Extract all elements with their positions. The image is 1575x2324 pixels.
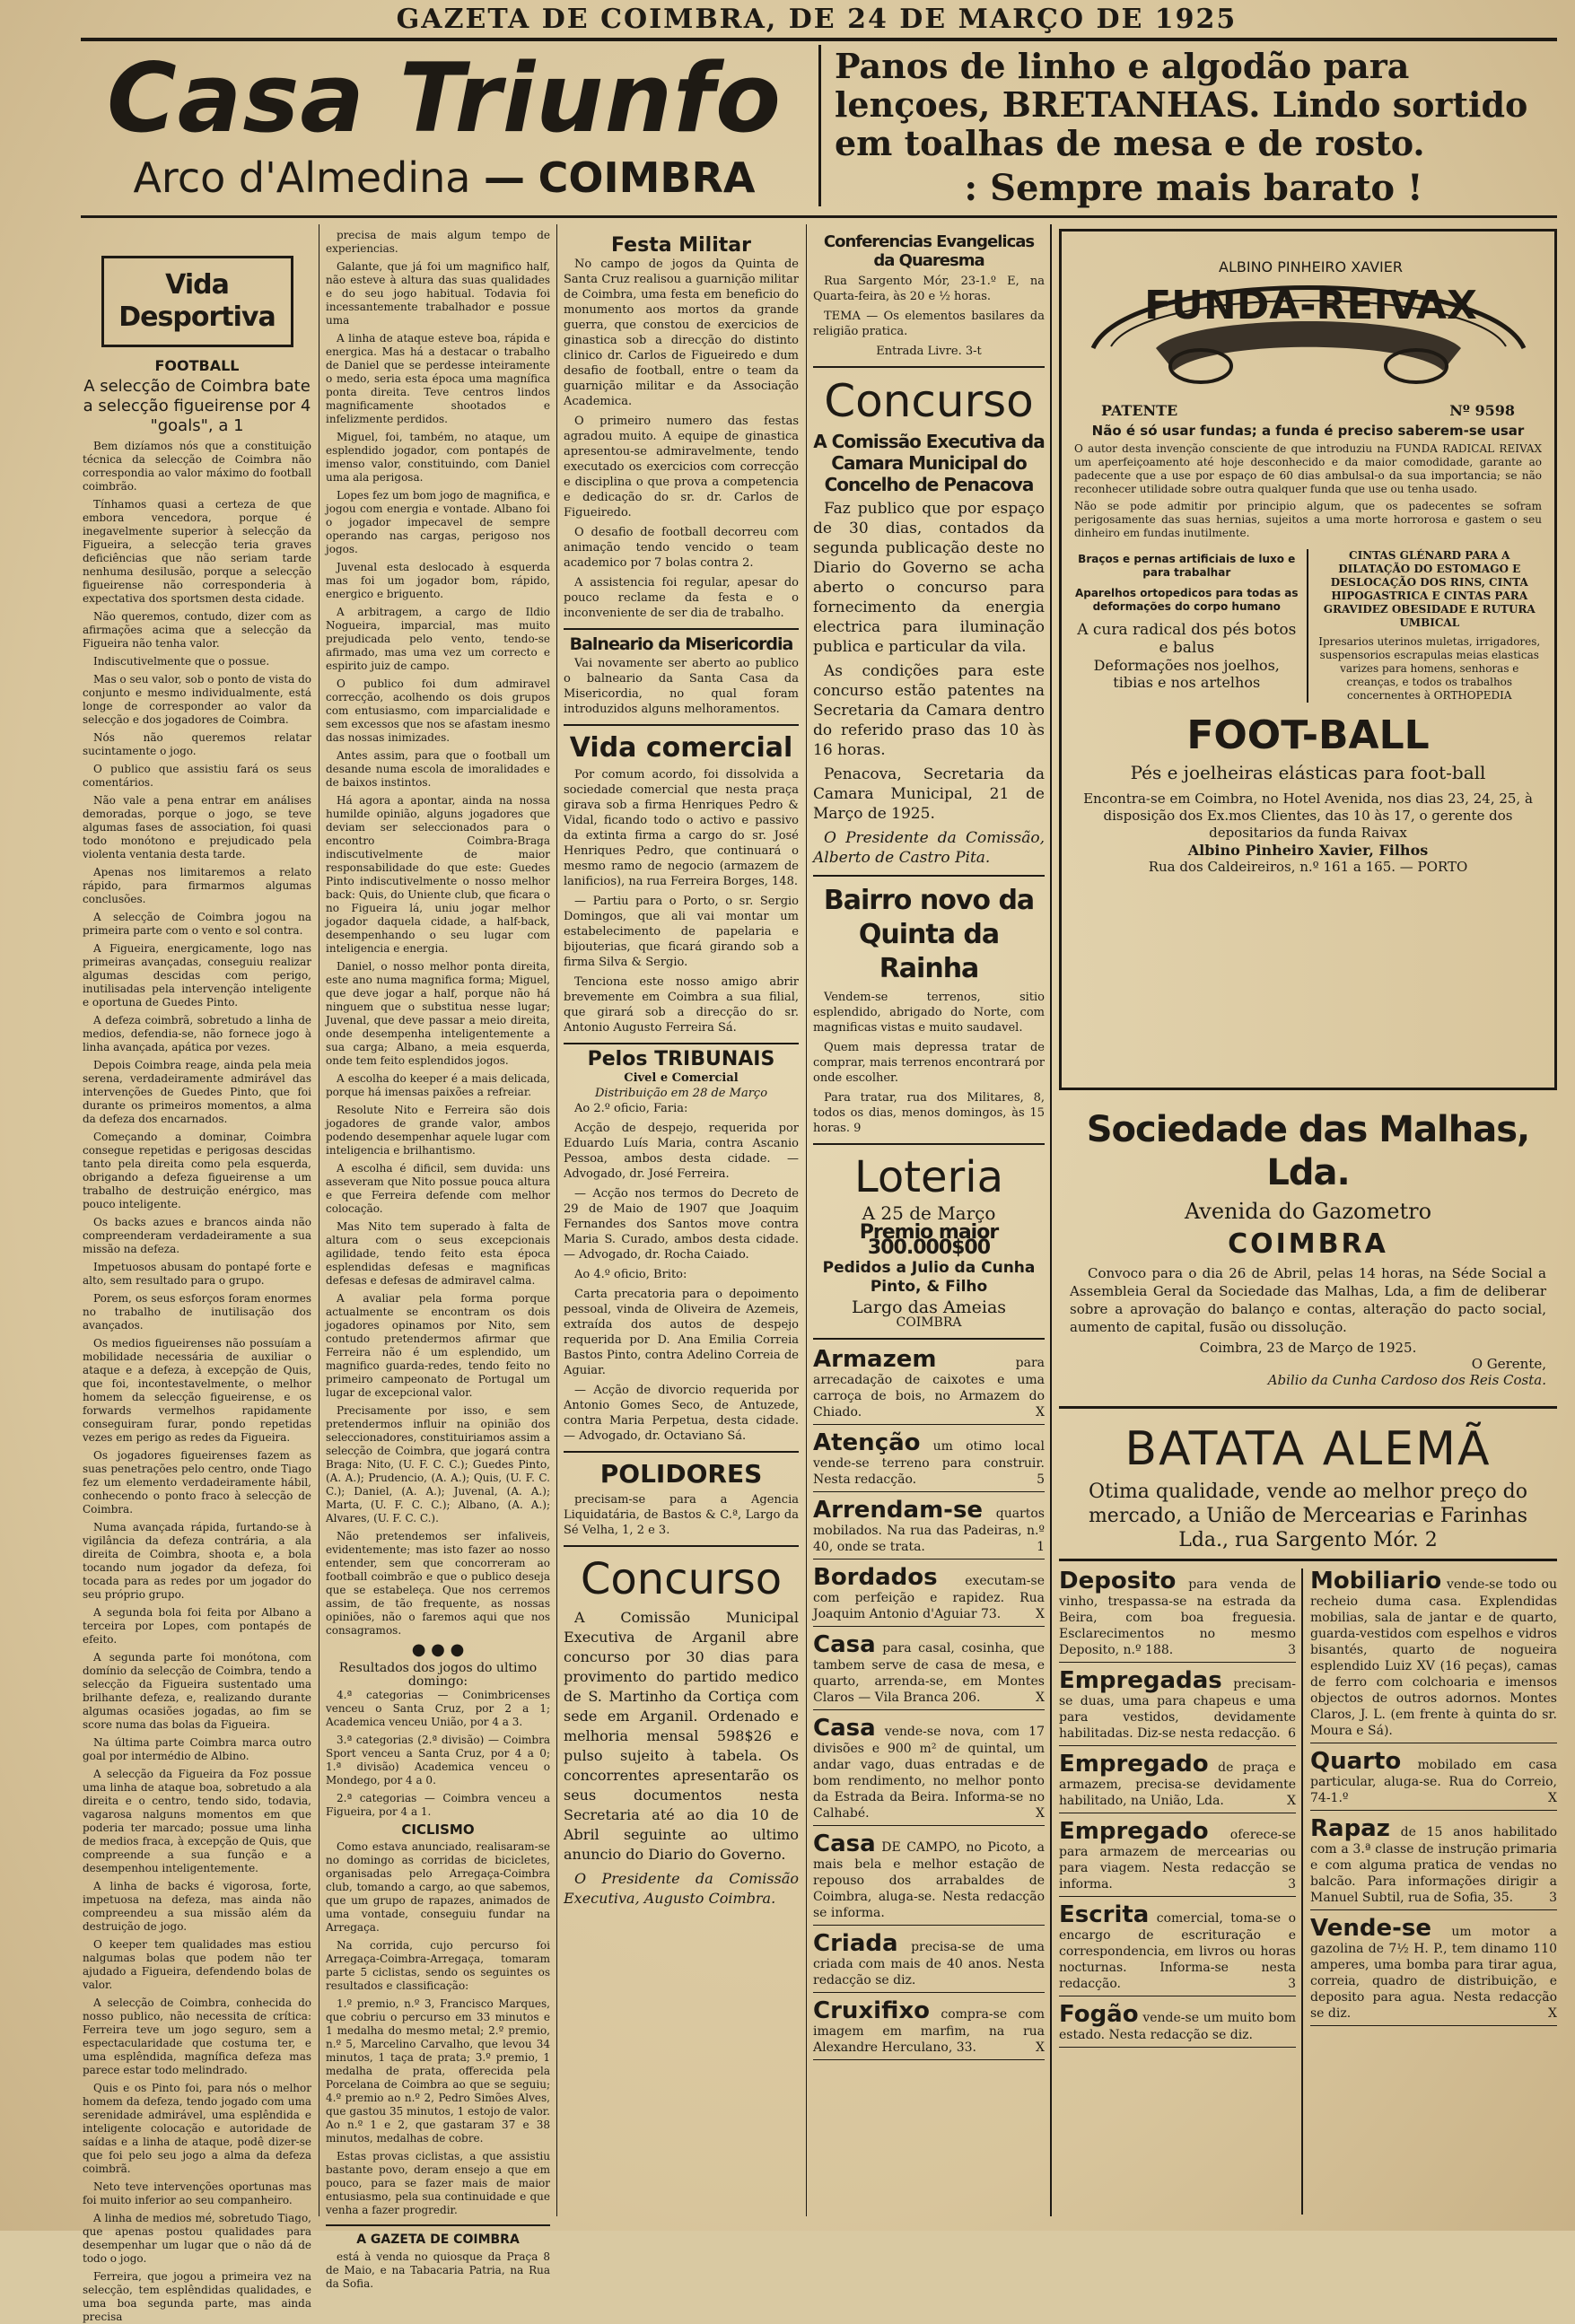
- classified-text: comercial, toma-se o encargo de escrituração e correspondencia, em livros ou horas nocturnas. Informa-se nesta redacção.: [1059, 1911, 1296, 1991]
- patent-row: [1074, 402, 1542, 419]
- notice-head: A GAZETA DE COIMBRA: [356, 2232, 520, 2247]
- column-3-news: [564, 229, 799, 2216]
- article-paragraph: Indiscutivelmente que o possue.: [93, 655, 270, 668]
- vida-article: [564, 767, 799, 1035]
- conf-ref: 3-t: [965, 345, 982, 358]
- batata-ad: [1059, 1413, 1557, 1561]
- classified-ad: [813, 1716, 1045, 1826]
- article-paragraph: A segunda parte foi monótona, com domínio da selecção de Coimbra, tendo a selecção da Figueira sustentado uma brilhante defeza, e, realizando durante algumas ocasiões jogadas, ao fim se score numa das bolas da Figueira.: [83, 1651, 311, 1731]
- classified-ref: X: [1036, 1405, 1045, 1420]
- classified-keyword: Empregado: [1059, 1818, 1209, 1845]
- funda-body2: Não se pode admitir por principio algum, que os padecentes se sofram perigosamente das suas hernias, sujeitos a uma morte horrorosa e gastem o seu dinheiro em fundas inutilmente.: [1074, 500, 1542, 539]
- malhas-date: Coimbra, 23 de Março de 1925.: [1199, 1340, 1417, 1356]
- article-paragraph: Depois Coimbra reage, ainda pela meia serena, verdadeiramente admirável das intervenções de Guedes Pinto, que foi durante os primeiros momentos, a alma da defeza dos encarnados.: [83, 1059, 311, 1125]
- conf-free: [813, 344, 1045, 359]
- classified-keyword: Armazem: [813, 1346, 937, 1373]
- rule-i: [813, 1338, 1045, 1340]
- results-list: [326, 1689, 550, 1819]
- article-paragraph: A linha de ataque esteve boa, rápida e energica. Mas há a destacar o trabalho de Daniel que se perdesse inteiramente o medo, seria esta época uma magnífica ponta direita. Teve centros lindos magnificamente shootados e infelizmente perdidos.: [326, 332, 550, 425]
- classified-ad: [813, 1998, 1045, 2060]
- article-paragraph: Porem, os seus esforços foram enormes no trabalho de inutilisação dos avançados.: [83, 1292, 311, 1332]
- classified-ad: [813, 1565, 1045, 1627]
- football-article-continued: [326, 229, 550, 1638]
- brand-name: Casa Triunfo: [107, 43, 782, 153]
- batata-title: BATATA ALEMÃ: [1124, 1422, 1492, 1476]
- article-paragraph: A linha de medios mé, sobretudo Tiago, que apenas postou qualidades para desempenhar um lugar que o não dá de todo o jogo.: [83, 2212, 311, 2265]
- rule-a: [564, 628, 799, 630]
- classified-ad: [1059, 1902, 1296, 1996]
- article-paragraph: A defeza coimbrã, sobretudo a linha de medios, defendia-se, não fornece jogo à linha avançada, apática por vezes.: [83, 1014, 311, 1053]
- column-4-notices: [813, 229, 1045, 2216]
- classified-keyword: Escrita: [1059, 1901, 1150, 1928]
- patent-label: PATENTE: [1101, 402, 1178, 419]
- classified-text: um motor a gazolina de 7½ H. P., tem dinamo 110 amperes, uma bomba para tirar agua, correia, quadro de distribuição, e deposito para agua. Nesta redacção se diz.: [1310, 1925, 1558, 2021]
- classified-ad: [813, 1347, 1045, 1425]
- vida-paragraph: — Partiu para o Porto, o sr. Sergio Domingos, que ali vai montar um estabelecimento de papelaria e bijouterias, que ficará girando sob a firma Silva & Sergio.: [564, 895, 799, 969]
- tribunal-item: — Acção nos termos do Decreto de 29 de Maio de 1907 que Joaquim Fernandes dos Santos move contra Maria S. Curado, ambos desta cidade. — Advogado, dr. Rocha Caiado.: [564, 1187, 799, 1262]
- cycling-paragraph: Na corrida, cujo percurso foi Arregaça-Coimbra-Arregaça, tomaram parte 5 ciclistas, sendo os seguintes os resultados e classificação:: [326, 1939, 550, 1992]
- brand-place-b: COIMBRA: [538, 153, 756, 202]
- classified-ref: X: [1036, 2040, 1045, 2055]
- funda-left-title: Braços e pernas artificiais de luxo e para trabalhar: [1078, 553, 1296, 579]
- loteria-who: Pedidos a Julio da Cunha Pinto, & Filho: [822, 1259, 1036, 1296]
- notice-body: está à venda no quiosque da Praça 8 de Maio, e na Tabacaria Patria, na Rua da Sofia.: [326, 2250, 550, 2290]
- malhas-addr: Avenida do Gazometro: [1184, 1199, 1432, 1224]
- loteria-addr: Largo das Ameias: [851, 1297, 1007, 1317]
- funda-left: [1074, 549, 1308, 703]
- article-paragraph: Mas o seu valor, sob o ponto de vista do conjunto e mesmo individualmente, está longe de corresponder ao valor da selecção e dos jogadores de Coimbra.: [83, 673, 311, 726]
- result-item: 3.ª categorias (2.ª divisão) — Coimbra Sport venceu a Santa Cruz, por 4 a 0; 1.ª divisão) Academica venceu o Mondego, por 4 a 0.: [326, 1734, 550, 1787]
- football-kicker: FOOTBALL: [154, 357, 240, 374]
- classified-keyword: Quarto: [1310, 1748, 1402, 1775]
- funda-right-small: Ipresarios uterinos muletas, irrigadores, suspensorios escrapulas meias elasticas varizes para homens, senhoras e creanças, e todos os trabalhos concernentes à ORTHOPEDIA: [1318, 635, 1541, 702]
- article-paragraph: Não queremos, contudo, dizer com as afirmações acima que a selecção da Figueira não tenha valor.: [83, 610, 311, 650]
- malhas-title: Sociedade das Malhas, Lda.: [1086, 1109, 1530, 1193]
- bairro-body2: Quem mais depressa tratar de comprar, mais terrenos encontrará por onde escolher.: [813, 1041, 1045, 1085]
- classified-keyword: Cruxifixo: [813, 1997, 930, 2024]
- classified-ref: 6: [1288, 1726, 1296, 1741]
- classified-text: para arrecadação de caixotes e uma carroça de bois, no Armazem do Chiado.: [813, 1356, 1045, 1420]
- classifieds-c-column: [1310, 1568, 1557, 2215]
- tribunal-item: Ao 2.º oficio, Faria:: [574, 1102, 688, 1115]
- funda-brand: FUNDA-REIVAX: [1144, 283, 1477, 328]
- balneario-body: Vai novamente ser aberto ao publico o balneario da Santa Casa da Misericordia, no qual foram introduzidos alguns melhoramentos.: [564, 657, 799, 716]
- rule-g: [813, 875, 1045, 877]
- classified-ad: [1059, 1752, 1296, 1813]
- football-ad-head: FOOT-BALL: [1186, 712, 1430, 758]
- article-paragraph: A Figueira, energicamente, logo nas primeiras avançadas, conseguiu realizar algumas descidas com perigo, inutilisadas pela intervenção inteligente e oportuna de Guedes Pinto.: [83, 942, 311, 1009]
- article-paragraph: A arbitragem, a cargo de Ildio Nogueira, imparcial, mas muito prejudicada pelo vento, tendo-se afirmado, mas uma vez um correcto e espirito juiz de campo.: [326, 606, 550, 672]
- masthead-rule: [81, 215, 1557, 218]
- brand-place-a: Arco d'Almedina: [133, 153, 471, 202]
- article-paragraph: Galante, que já foi um magnifico half, não esteve à altura das suas qualidades e do seu jogo habitual. Todavia foi incessantemente trabalhador e possue uma: [326, 260, 550, 327]
- balneario-head: Balneario da Misericordia: [569, 634, 793, 654]
- classified-keyword: Casa: [813, 1631, 876, 1658]
- batata-body: Otima qualidade, vende ao melhor preço do mercado, a União de Mercearias e Farinhas Lda., rua Sargento Mór.: [1088, 1481, 1528, 1551]
- conf-tema: TEMA — Os elementos basilares da religião pratica.: [813, 310, 1045, 338]
- loteria-head: Loteria: [853, 1152, 1004, 1202]
- concurso-penacova-sub: A Comissão Executiva da Camara Municipal do Concelho de Penacova: [813, 431, 1045, 495]
- classified-text: de praça e armazem, precisa-se devidamente habilitado, na União, Lda.: [1059, 1760, 1297, 1808]
- classified-keyword: Bordados: [813, 1564, 938, 1591]
- article-paragraph: Lopes fez um bom jogo de magnifica, e jogou com energia e vontade. Albano foi o jogador impecavel de sempre operando nas cargas, perigoso nos jogos.: [326, 489, 550, 555]
- funda-maker: ALBINO PINHEIRO XAVIER: [1219, 258, 1403, 275]
- masthead-divider: [818, 45, 821, 206]
- promo-tagline: : Sempre mais barato !: [964, 167, 1423, 209]
- classified-text: mobilado em casa particular, aluga-se. Rua do Correio, 74-1.º: [1310, 1758, 1557, 1805]
- festa-paragraph: A assistencia foi regular, apesar do pouco reclame da festa e o inconveniente de ser dia de trabalho.: [564, 576, 799, 620]
- tribunal-item: Carta precatoria para o depoimento pessoal, vinda de Oliveira de Azemeis, extraída dos autos de despejo requerida por D. Ana Emilia Correia Bastos Pinto, contra Adelino Correia de Aguiar.: [564, 1288, 799, 1377]
- classifieds-b: [1059, 1568, 1296, 2048]
- football-ad-sub: Pés e joelheiras elásticas para foot-ball: [1130, 762, 1486, 783]
- classified-ad: [1059, 1568, 1296, 1663]
- classified-ref: 3: [1288, 1877, 1296, 1892]
- football-headline: A selecção de Coimbra bate a selecção figueirense por 4 "goals", a 1: [83, 377, 311, 435]
- promo-text: Panos de linho e algodão para lençoes, BRETANHAS. Lindo sortido em toalhas de mesa e de rosto.: [835, 46, 1528, 163]
- conf-head: Conferencias Evangelicas da Quaresma: [823, 232, 1035, 270]
- brand-dash: —: [484, 153, 526, 202]
- classified-ad: [1310, 1568, 1557, 1743]
- article-paragraph: A selecção de Coimbra jogou na primeira parte com o vento e sol contra.: [83, 911, 311, 937]
- classified-text: vende-se todo ou recheio duma casa. Explendidas mobilias, sala de jantar e de quarto, guarda-vestidos com espelhos e vidros bisantés, quarto de nogueira esplendido Luiz XV (16 peças), camas de ferro com colchoaria e imensos objectos de outros adornos. Montes Claros, J. L. (em frente à quinta do sr. Moura e Sá).: [1310, 1577, 1558, 1738]
- conf-body: Rua Sargento Mór, 23-1.º E, na Quarta-feira, às 20 e ½ horas.: [813, 275, 1045, 303]
- bairro-head: Bairro novo da Quinta da Rainha: [823, 885, 1035, 984]
- classified-ad: [813, 1831, 1045, 1926]
- patent-no: Nº 9598: [1449, 402, 1515, 419]
- classified-text: precisam-se duas, uma para chapeus e uma para vestidos, devidamente habilitadas. Diz-se nesta redacção.: [1059, 1677, 1296, 1741]
- article-paragraph: Começando a dominar, Coimbra consegue repetidas e perigosas descidas tanto pela direita como pela esquerda, obrigando a defeza figueirense a um trabalho de destruição enérgico, mas pouco inteligente.: [83, 1131, 311, 1210]
- classified-keyword: Deposito: [1059, 1568, 1177, 1594]
- article-paragraph: Não pretendemos ser infaliveis, evidentemente; mas isto fazer ao nosso entender, sem que concorreram ao football coimbrão e que o publico deseja que se estabeleça. Que nos cerremos assim, de tão frequente, as nossas opiniões, não o faremos aqui que nos consagramos.: [326, 1530, 550, 1637]
- concurso-penacova-sign: O Presidente da Comissão, Alberto de Castro Pita.: [813, 829, 1045, 867]
- article-paragraph: A selecção de Coimbra, conhecida do nosso publico, não necessita de crítica: Ferreira teve um jogo seguro, sem a espectacularidade que costuma ter, e uma esplêndida, magnífica defeza mas parece estar todo melindrado.: [83, 1996, 311, 2076]
- result-item: 2.ª categorias — Coimbra venceu a Figueira, por 4 a 1.: [326, 1792, 550, 1818]
- article-paragraph: Os jogadores figueirenses fazem as suas penetrações pelo centro, onde Tiago fez um elemento verdadeiramente hábil, conhecendo o ponto fraco à selecção de Coimbra.: [83, 1449, 311, 1516]
- tribunal-item: — Acção de divorcio requerida por Antonio Gomes Seco, de Antuzede, contra Maria Perpetua, desta cidade. — Advogado, dr. Octaviano Sá.: [564, 1384, 799, 1443]
- article-paragraph: Impetuosos abusam do pontapé forte e alto, sem resultado para o grupo.: [83, 1261, 311, 1287]
- concurso-arganil-head: Concurso: [580, 1554, 783, 1604]
- funda-slogan: Não é só usar fundas; a funda é preciso saberem-se usar: [1091, 423, 1525, 439]
- column-rule-2: [556, 224, 557, 2216]
- section-banner: [101, 256, 293, 347]
- classified-ad: [1310, 1816, 1557, 1910]
- article-paragraph: Na última parte Coimbra marca outro goal por intermédio de Albino.: [83, 1736, 311, 1762]
- festa-article: [564, 257, 799, 621]
- rule-h: [813, 1143, 1045, 1145]
- batata-ref: 2: [1424, 1529, 1438, 1551]
- classified-ref: 1: [1037, 1540, 1045, 1554]
- article-paragraph: Há agora a apontar, ainda na nossa humilde opinião, alguns jogadores que deviam ser seleccionados para o encontro Coimbra-Braga indiscutivelmente de maior responsabilidade do que este: Guedes Pinto indiscutivelmente o nosso melhor back: Quis, do Uniente club, que ficara o no Figueira lá, uniu jogar melhor jogador daquela cidade, a half-back, desempenhando o seu lugar com inteligencia e energia.: [326, 794, 550, 955]
- article-paragraph: Numa avançada rápida, furtando-se à vigilância da defeza contrária, a ala direita de Coimbra, shoota e, a bola tocando num jogador da defeza, foi tocada para as redes por um jogador do seu próprio grupo.: [83, 1521, 311, 1601]
- funda-right: [1317, 549, 1543, 703]
- classified-ad: [1310, 1749, 1557, 1811]
- running-head: GAZETA DE COIMBRA, DE 24 DE MARÇO DE 1925: [396, 4, 1238, 35]
- bairro-body: Vendem-se terrenos, sitio esplendido, abrigado do Norte, com magnificas vistas e muito saudavel.: [813, 991, 1045, 1035]
- classified-text: vende-se um muito bom estado. Nesta redacção se diz.: [1059, 2011, 1297, 2042]
- classified-text: um otimo local vende-se terreno para construir. Nesta redacção.: [813, 1439, 1046, 1487]
- rule-d: [564, 1451, 799, 1453]
- tribunais-head: Pelos TRIBUNAIS: [587, 1048, 775, 1070]
- classified-ad: [1059, 1668, 1296, 1746]
- classified-ad: [813, 1931, 1045, 1993]
- classified-ref: X: [1287, 1794, 1296, 1808]
- funda-left-cure: A cura radical dos pés botos e balus: [1077, 621, 1297, 657]
- results-title: Resultados dos jogos do ultimo domingo:: [338, 1661, 538, 1689]
- notice-rule: [326, 2224, 550, 2226]
- separator-dots: ● ● ●: [411, 1640, 465, 1659]
- loteria-city: COIMBRA: [896, 1315, 962, 1330]
- bairro-ref: 9: [853, 1122, 862, 1135]
- tribunal-item: Ao 4.º oficio, Brito:: [574, 1268, 687, 1281]
- article-paragraph: Resolute Nito e Ferreira são dois jogadores de grande valor, ambos podendo desempenhar aquele lugar com inteligencia e brilhantismo.: [326, 1104, 550, 1157]
- brand-address: [85, 151, 803, 205]
- concurso-penacova-body: Faz publico que por espaço de 30 dias, contados da segunda publicação deste no Diario do Governo se acha aberto o concurso para fornecimento da energia electrica para iluminação publica e particular da vila.: [813, 500, 1045, 656]
- result-item: 4.ª categorias — Conimbricenses venceu o Santa Cruz, por 2 a 1; Academica venceu União, por 4 a 3.: [326, 1689, 550, 1728]
- article-paragraph: Apenas nos limitaremos a relato rápido, para firmarmos algumas conclusões.: [83, 866, 311, 905]
- classified-ref: X: [1548, 1791, 1557, 1805]
- classified-ref: 3: [1288, 1977, 1296, 1991]
- funda-left-mid: Aparelhos ortopedicos para todas as deformações do corpo humano: [1074, 587, 1299, 613]
- bairro-body3: [813, 1090, 1045, 1136]
- festa-paragraph: O desafio de football decorreu com animação tendo vencido o team academico por 7 bolas contra 2.: [564, 526, 799, 570]
- classified-ad: [813, 1498, 1045, 1560]
- classifieds-b-column: [1059, 1568, 1303, 2215]
- article-paragraph: Mas Nito tem superado à falta de altura com o seus excepcionais agilidade, tendo feito esta época esplendidas defesas e magnificas defesas e defesas de admiravel calma.: [326, 1220, 550, 1287]
- classified-keyword: Casa: [813, 1830, 876, 1857]
- funda-left-cure2: Deformações nos joelhos, tibias e nos artelhos: [1093, 657, 1280, 691]
- classified-keyword: Vende-se: [1310, 1915, 1431, 1942]
- funda-right-top: CINTAS GLÉNARD PARA A DILATAÇÃO DO ESTOMAGO E DESLOCAÇÃO DOS RINS, CINTA HIPOGASTRICA E CINTAS PARA GRAVIDEZ OBESIDADE E RUTURA UMBICAL: [1323, 549, 1536, 629]
- tribunais-sub: Civel e Comercial: [624, 1071, 739, 1085]
- article-paragraph: Ferreira, que jogou a primeira vez na selecção, tem esplêndidas qualidades, e uma boa segunda parte, mas ainda precisa: [83, 2270, 311, 2323]
- classified-keyword: Casa: [813, 1715, 876, 1742]
- festa-paragraph: No campo de jogos da Quinta de Santa Cruz realisou a guarnição militar de Coimbra, uma festa em beneficio do monumento aos mortos da grande guerra, que constou de exercicios de ginastica sob a direcção do distinto clinico dr. Carlos de Figueiredo e dum desafio de football, entre o team da guarnição militar e da Associação Academica.: [564, 258, 799, 408]
- article-paragraph: A selecção da Figueira da Foz possue uma linha de ataque boa, sobretudo a ala direita e o centro, tendo sido, todavia, vagarosa nalguns momentos em que poderia ter marcado; possue uma linha de medios fraca, à excepção de Quis, que compreende a sua função e a desempenhou inteligentemente.: [83, 1768, 311, 1874]
- cycling-article: [326, 1840, 550, 2217]
- classified-text: quartos mobilados. Na rua das Padeiras, n.º 40, onde se trata.: [813, 1507, 1045, 1554]
- funda-contact: Encontra-se em Coimbra, no Hotel Avenida, nos dias 23, 24, 25, à disposição dos Ex.mos Clientes, das 10 às 17, o gerente dos depositarios da funda Raivax: [1083, 791, 1533, 841]
- classified-ref: X: [1036, 1806, 1045, 1821]
- classified-keyword: Mobiliario: [1310, 1568, 1442, 1594]
- funda-body: O autor desta invenção consciente de que introduziu na FUNDA RADICAL REIVAX um aperfeiçoamento até hoje desconhecido e da maior comodidade, garante ao padecente que a use por espaço de 60 dias ambulsal-o da sua importancia; se não reconhecer utilidade sobre outra qualquer funda que use ou tenha usado.: [1074, 442, 1542, 495]
- article-paragraph: Os backs azues e brancos ainda não compreenderam verdadeiramente a sua missão na defeza.: [83, 1216, 311, 1255]
- classified-ad: [1059, 2002, 1296, 2048]
- classified-ad: [813, 1430, 1045, 1492]
- classified-keyword: Criada: [813, 1930, 898, 1957]
- malhas-body: Convoco para o dia 26 de Abril, pelas 14 horas, na Séde Social a Assembleia Geral da Sociedade das Malhas, Lda, a fim de deliberar sobre a aprovação do balanço e contas, alteração do pacto social, aumento de capital, fusão ou dissolução.: [1070, 1265, 1546, 1335]
- article-paragraph: A escolha do keeper é a mais delicada, porque há imensas paixões a refreiar.: [326, 1072, 550, 1098]
- article-paragraph: Tínhamos quasi a certeza de que embora vencedora, porque é inegavelmente superior à selecção da Figueira, a selecção teria graves deficiências que não seriam tarde nenhuma desilusão, porque a selecção figueirense não corresponderia à expectativa dos sportsmen desta cidade.: [83, 498, 311, 605]
- tribunais-date: Distribuição em 28 de Março: [594, 1087, 768, 1100]
- conf-free-label: Entrada Livre.: [876, 345, 962, 358]
- classified-keyword: Rapaz: [1310, 1815, 1390, 1842]
- classifieds-c: [1310, 1568, 1557, 2026]
- concurso-penacova-place: Penacova, Secretaria da Camara Municipal, 21 de Março de 1925.: [813, 765, 1045, 823]
- classified-keyword: Empregado: [1059, 1751, 1209, 1778]
- article-paragraph: O keeper tem qualidades mas estiou nalgumas bolas que podem não ter ajudado a Figueira, defendendo bolas de valor.: [83, 1938, 311, 1991]
- malhas-city: COIMBRA: [1228, 1228, 1388, 1260]
- article-paragraph: Os medios figueirenses não possuíam a mobilidade necessária de auxiliar o ataque e a defeza, à excepção de Quis, que foi, incontestavelmente, o melhor homem da selecção figueirense, e os forwards vermelhos rapidamente conseguiram furar, pondo repetidas vezes em perigo as redes da Figueira.: [83, 1337, 311, 1444]
- tribunal-item: Acção de despejo, requerida por Eduardo Luís Maria, contra Ascanio Pessoa, ambos desta cidade. — Advogado, dr. José Ferreira.: [564, 1122, 799, 1181]
- article-paragraph: Precisamente por isso, e sem pretendermos influir na opinião dos seleccionadores, constituiriamos assim a selecção de Coimbra, que jogará contra Braga: Nito, (U. F. C. C.); Guedes Pinto, (A. A.); Prudencio, (A. A.); Quis, (U. F. C. C.); Daniel, (A. A.); Juvenal, (A. A.); Marta, (U. F. C. C.); Albano, (A. A.); Alvares, (U. F. C. C.).: [326, 1404, 550, 1525]
- vida-head: Vida comercial: [569, 732, 793, 764]
- classified-text: precisa-se de uma criada com mais de 40 anos. Nesta redacção se diz.: [813, 1940, 1045, 1988]
- classified-text: compra-se com imagem em marfim, na rua Alexandre Herculano, 33.: [813, 2007, 1045, 2055]
- funda-contact3: Rua dos Caldeireiros, n.º 161 a 165. — PORTO: [1148, 859, 1468, 875]
- vida-paragraph: Por comum acordo, foi dissolvida a sociedade comercial que nesta praça girava sob a firma Henriques Pedro & Vidal, ficando todo o activo e passivo da extinta firma a cargo do sr. José Henriques Pedro, que continuará o mesmo ramo de negocio (armazem de lanificios), na rua Ferreira Borges, 148.: [564, 768, 799, 888]
- bairro-body3-text: Para tratar, rua dos Militares, 8, todos os dias, menos domingos, às 15 horas.: [813, 1091, 1045, 1135]
- rule-b: [564, 724, 799, 726]
- classified-ref: X: [1036, 1607, 1045, 1621]
- polidores-head: POLIDORES: [599, 1459, 763, 1489]
- article-paragraph: Bem dizíamos nós que a constituição técnica da selecção de Coimbra não correspondia ao valor máximo do football coimbrão.: [83, 440, 311, 493]
- classified-text: para casal, cosinha, que tambem serve de casa de mesa, e quarto, arrenda-se, em Montes Claros — Vila Branca 206.: [813, 1641, 1046, 1705]
- tribunais-list: [564, 1101, 799, 1444]
- section-title: Vida Desportiva: [118, 269, 276, 333]
- classified-ad: [1059, 1819, 1296, 1897]
- classified-text: para venda de vinho, trespassa-se na estrada da Beira, com boa freguesia. Esclarecimentos no mesmo Deposito, n.º 188.: [1059, 1577, 1297, 1657]
- funda-reivax-ad: [1059, 229, 1557, 1090]
- article-paragraph: Antes assim, para que o football um desande numa escola de imoralidades e de baixos instintos.: [326, 749, 550, 789]
- cycling-paragraph: Como estava anunciado, realisaram-se no domingo as corridas de bicicletes, organisadas pelo Arregaça-Coimbra club, tomando a cargo, ao que sabemos, que um grupo de rapazes, animados de uma vontade, conseguiu fundar na Arregaça.: [326, 1840, 550, 1934]
- loteria-date: A 25 de Março: [862, 1202, 996, 1224]
- classifieds-a: [813, 1347, 1045, 2060]
- classified-keyword: Empregadas: [1059, 1667, 1222, 1694]
- classified-keyword: Arrendam-se: [813, 1497, 984, 1524]
- classified-text: de 15 anos habilitado com a 3.ª classe de instrução primaria e com alguma pratica de vendas no balcão. Para informações dirigir a Manuel Subtil, rua de Sofia, 35.: [1310, 1825, 1557, 1905]
- classified-ad: [813, 1632, 1045, 1710]
- article-paragraph: A linha de backs é vigorosa, forte, impetuosa na defeza, mas ainda não compreendeu a sua missão além da destruição de jogo.: [83, 1880, 311, 1933]
- classified-ref: X: [1548, 2006, 1557, 2021]
- classified-ad: [1310, 1916, 1557, 2026]
- article-paragraph: Neto teve intervenções oportunas mas foi muito inferior ao seu companheiro.: [83, 2180, 311, 2206]
- loteria-prize: Premio maior 300.000$00: [859, 1221, 999, 1259]
- classified-text: vende-se nova, com 17 divisões e 900 m² de quintal, um andar vago, duas entradas e de bom rendimento, no melhor ponto da Estrada da Beira. Informa-se no Calhabé.: [813, 1725, 1045, 1821]
- article-paragraph: precisa de mais algum tempo de experiencias.: [326, 229, 550, 255]
- cycling-paragraph: 1.º premio, n.º 3, Francisco Marques, que cobriu o percurso em 33 minutos e 1 medalha do mesmo metal; 2.º premio, n.º 5, Marcelino Carvalho, que levou 34 minutos, 1 taça de prata; 3.º premio, 1 medalha de prata, offerecida pela Porcelana de Coimbra ao que se seguiu; 4.º premio ao n.º 2, Pedro Simões Alves, que gastou 35 minutos, 1 estojo de valor. Ao n.º 1 e 2, que gastaram 37 e 38 minutos, medalhas de cobre.: [326, 1997, 550, 2145]
- funda-contact2: Albino Pinheiro Xavier, Filhos: [1187, 842, 1429, 859]
- football-article: [83, 440, 311, 2324]
- festa-head: Festa Militar: [611, 234, 751, 257]
- cycling-head: CICLISMO: [401, 1822, 475, 1838]
- article-paragraph: Quis e os Pinto foi, para nós o melhor homem da defeza, tendo jogado com uma serenidade admirável, uma esplêndida e inteligente colocação e autoridade de saídas e a linha de ataque, podê dizer-se que foi pelo seu jogo a alma da defeza coimbrã.: [83, 2082, 311, 2175]
- malhas-role: O Gerente,: [1471, 1356, 1546, 1372]
- classified-text: executam-se com perfeição e rapidez. Rua Joaquim Antonio d'Aguiar 73.: [813, 1574, 1045, 1621]
- concurso-penacova-head: Concurso: [824, 375, 1034, 427]
- classified-ref: X: [1036, 1691, 1045, 1705]
- concurso-arganil-sign: O Presidente da Comissão Executiva, Augusto Coimbra.: [564, 1870, 799, 1907]
- polidores-body: precisam-se para a Agencia Liquidatária, de Bastos & C.ª, Largo da Sé Velha, 1, 2 e 3.: [564, 1493, 799, 1537]
- column-2-sports-cont: [326, 229, 550, 2290]
- classified-text: oferece-se para armazem de mercearias ou para viagem. Nesta redacção se informa.: [1059, 1828, 1296, 1892]
- column-rule-4: [1050, 224, 1052, 2216]
- concurso-arganil-body: A Comissão Municipal Executiva de Arganil abre concurso por 30 dias para provimento do partido medico de S. Martinho da Cortiça com sede em Arganil. Ordenado e melhoria mensal 598$26 e pulso sujeito à tabela. Os concorrentes apresentarão os seus documentos nesta Secretaria até ao dia 10 de Abril seguinte ao ultimo anuncio do Diario do Governo.: [564, 1609, 799, 1863]
- funda-two-col: [1074, 549, 1542, 703]
- rule-f: [813, 366, 1045, 368]
- column-rule-3: [806, 224, 807, 2216]
- vida-paragraph: Tenciona este nosso amigo abrir brevemente em Coimbra a sua filial, que girará sob a direcção do sr. Antonio Augusto Ferreira Sá.: [564, 975, 799, 1035]
- festa-paragraph: O primeiro numero das festas agradou muito. A equipe de ginastica apresentou-se admiravelmente, tendo executado os exercicios com correcção e disciplina o que prova a competencia e dedicação do sr. dr. Carlos de Figueiredo.: [564, 415, 799, 520]
- article-paragraph: Nós não queremos relatar sucintamente o jogo.: [83, 731, 311, 757]
- top-rule: [81, 38, 1557, 41]
- classified-ref: 3: [1549, 1891, 1557, 1905]
- rule-e: [564, 1545, 799, 1547]
- column-1-sports: [83, 229, 311, 2323]
- article-paragraph: Não vale a pena entrar em análises demoradas, porque o jogo, se teve algumas fases de association, foi quasi todo monótono e prejudicado pela violenta ventania desta tarde.: [83, 794, 311, 861]
- classified-ref: 5: [1037, 1472, 1045, 1487]
- article-paragraph: A segunda bola foi feita por Albano a terceira por Lopes, com pontapés de efeito.: [83, 1606, 311, 1646]
- article-paragraph: O publico foi dum admiravel correcção, acolhendo os dois grupos com entusiasmo, com imparcialidade e sem excessos que nos se afastam inesmo das nossas inimizades.: [326, 677, 550, 744]
- article-paragraph: Miguel, foi, também, no ataque, um esplendido jogador, com pontapés de imenso valor, constituindo, com Daniel uma ala perigosa.: [326, 431, 550, 484]
- rule-c: [564, 1043, 799, 1044]
- classified-keyword: Atenção: [813, 1429, 921, 1456]
- article-paragraph: Juvenal esta deslocado à esquerda mas foi um jogador bom, rápido, energico e briguento.: [326, 561, 550, 600]
- classified-keyword: Fogão: [1059, 2001, 1139, 2028]
- concurso-penacova-body2: As condições para este concurso estão patentes na Secretaria da Camara dentro do referido praso das 10 às 16 horas.: [813, 662, 1045, 759]
- article-paragraph: Daniel, o nosso melhor ponta direita, este ano numa magnifica forma; Miguel, que deve jogar a half, porque não há ninguem que o substitua nesse lugar; Juvenal, que deve passar a meio direita, onde desempenha inteligentemente a sua carga; Albano, a meia esquerda, onde tem feito esplendidos jogos.: [326, 960, 550, 1067]
- classified-ref: 3: [1288, 1643, 1296, 1657]
- article-paragraph: A escolha é dificil, sem duvida: uns asseveram que Nito possue pouca altura e que Ferreira defende com melhor colocação.: [326, 1162, 550, 1215]
- malhas-notice: [1059, 1099, 1557, 1409]
- classified-text: DE CAMPO, no Picoto, a mais bela e melhor estação de repouso dos arrabaldes de Coimbra, aluga-se. Nesta redacção se informa.: [813, 1840, 1045, 1920]
- batata-body-wrap: [1070, 1480, 1546, 1552]
- article-paragraph: A avaliar pela forma porque actualmente se encontram os dois jogadores opinamos por Nito, sem contudo pretendermos afirmar que Ferreira não é um esplendido, um magnifico guarda-redes, tendo feito no primeiro campeonato de Portugal um lugar de excepcional valor.: [326, 1292, 550, 1399]
- article-paragraph: O publico que assistiu fará os seus comentários.: [83, 763, 311, 789]
- cycling-paragraph: Estas provas ciclistas, a que assistiu bastante povo, deram ensejo a que em pouco, para se fazer mais de maior entusiasmo, pela sua continuidade e que venha a fazer progredir.: [326, 2150, 550, 2216]
- malhas-sign: Abilio da Cunha Cardoso dos Reis Costa.: [1267, 1372, 1546, 1388]
